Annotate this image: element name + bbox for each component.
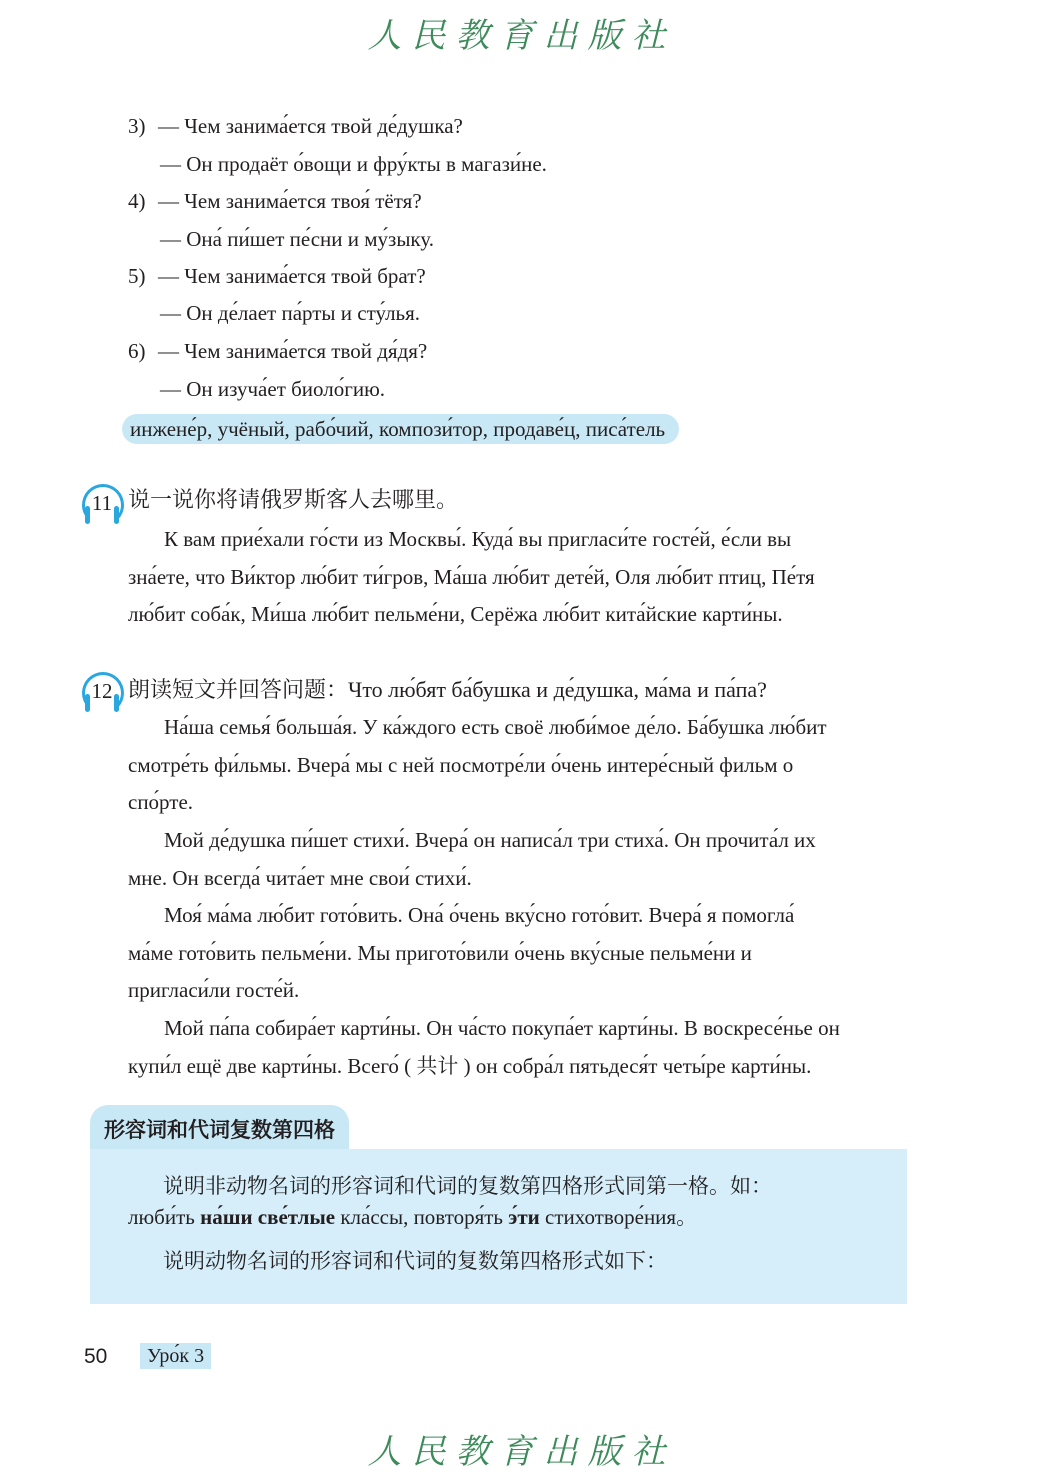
exercise-11-badge: 11 xyxy=(82,484,122,524)
publisher-watermark: 人民教育出版社 xyxy=(367,16,676,56)
exercise-12-title: 朗读短文并回答问题：Что лю́бят ба́бушка и де́душка, ма́ма и па́па? xyxy=(128,677,767,703)
exercise-12-paragraph-4: Мой па́па собира́ет карти́ны. Он ча́сто покупа́ет карти́ны. В воскресе́нье он купи́л ещё две карти́ны. Всего́ ( 共计 ) он собра́л пятьдеся́т четы́ре карти́ны. xyxy=(128,1016,840,1078)
dialogue-4-answer: — Она́ пи́шет пе́сни и му́зыку. xyxy=(160,227,434,251)
page-number: 50 xyxy=(84,1345,108,1368)
grammar-example: люби́ть на́ши све́тлые кла́ссы, повторя́ть э́ти стихотворе́ния。 xyxy=(128,1205,698,1229)
exercise-12-badge: 12 xyxy=(82,672,122,712)
grammar-line-1: 说明非动物名词的形容词和代词的复数第四格形式同第一格。如： xyxy=(163,1174,772,1198)
dialogue-6-answer: — Он изуча́ет биоло́гию. xyxy=(160,377,386,401)
dialogue-5-answer: — Он де́лает па́рты и сту́лья. xyxy=(160,301,421,325)
exercise-12-paragraph-2: Мой де́душка пи́шет стихи́. Вчера́ он написа́л три стиха́. Он прочита́л их мне. Он всегда́ чита́ет мне свои́ стихи́. xyxy=(128,828,816,890)
dialogue-3-question: 3) — Чем занима́ется твой де́душка? xyxy=(128,114,463,138)
publisher-watermark-bottom: 人民教育出版社 xyxy=(367,1432,676,1472)
exercise-12-paragraph-1: На́ша семья́ больша́я. У ка́ждого есть своё люби́мое де́ло. Ба́бушка лю́бит смотре́ть фи́льмы. Вчера́ мы с ней посмотре́ли о́чень интере́сный фильм о спо́рте. xyxy=(128,715,827,814)
exercise-12-paragraph-3: Моя́ ма́ма лю́бит гото́вить. Она́ о́чень вку́сно гото́вит. Вчера́ я помогла́ ма́ме гото́вить пельме́ни. Мы пригото́вили о́чень вку́сные пельме́ни и пригласи́ли госте́й. xyxy=(128,903,795,1002)
grammar-line-3: 说明动物名词的形容词和代词的复数第四格形式如下： xyxy=(163,1249,667,1273)
lesson-label: Уро́к 3 xyxy=(140,1343,211,1369)
exercise-11-text: К вам прие́хали го́сти из Москвы́. Куда́ вы пригласи́те госте́й, е́сли вы зна́ете, что Ви́ктор лю́бит ти́гров, Ма́ша лю́бит дете́й, Оля лю́бит птиц, Пе́тя лю́бит соба́к, Ми́ша лю́бит пельме́ни, Серёжа лю́бит кита́йские карти́ны. xyxy=(128,527,815,626)
grammar-title: 形容词和代词复数第四格 xyxy=(90,1105,349,1149)
word-bank: инжене́р, учёный, рабо́чий, компози́тор, продаве́ц, писа́тель xyxy=(122,414,679,444)
dialogue-6-question: 6) — Чем занима́ется твой дя́дя? xyxy=(128,339,428,363)
exercise-11-title: 说一说你将请俄罗斯客人去哪里。 xyxy=(128,488,459,513)
dialogue-5-question: 5) — Чем занима́ется твой брат? xyxy=(128,264,426,288)
dialogue-4-question: 4) — Чем занима́ется твоя́ тётя? xyxy=(128,189,422,213)
dialogue-3-answer: — Он продаёт о́вощи и фру́кты в магази́не. xyxy=(160,152,547,176)
